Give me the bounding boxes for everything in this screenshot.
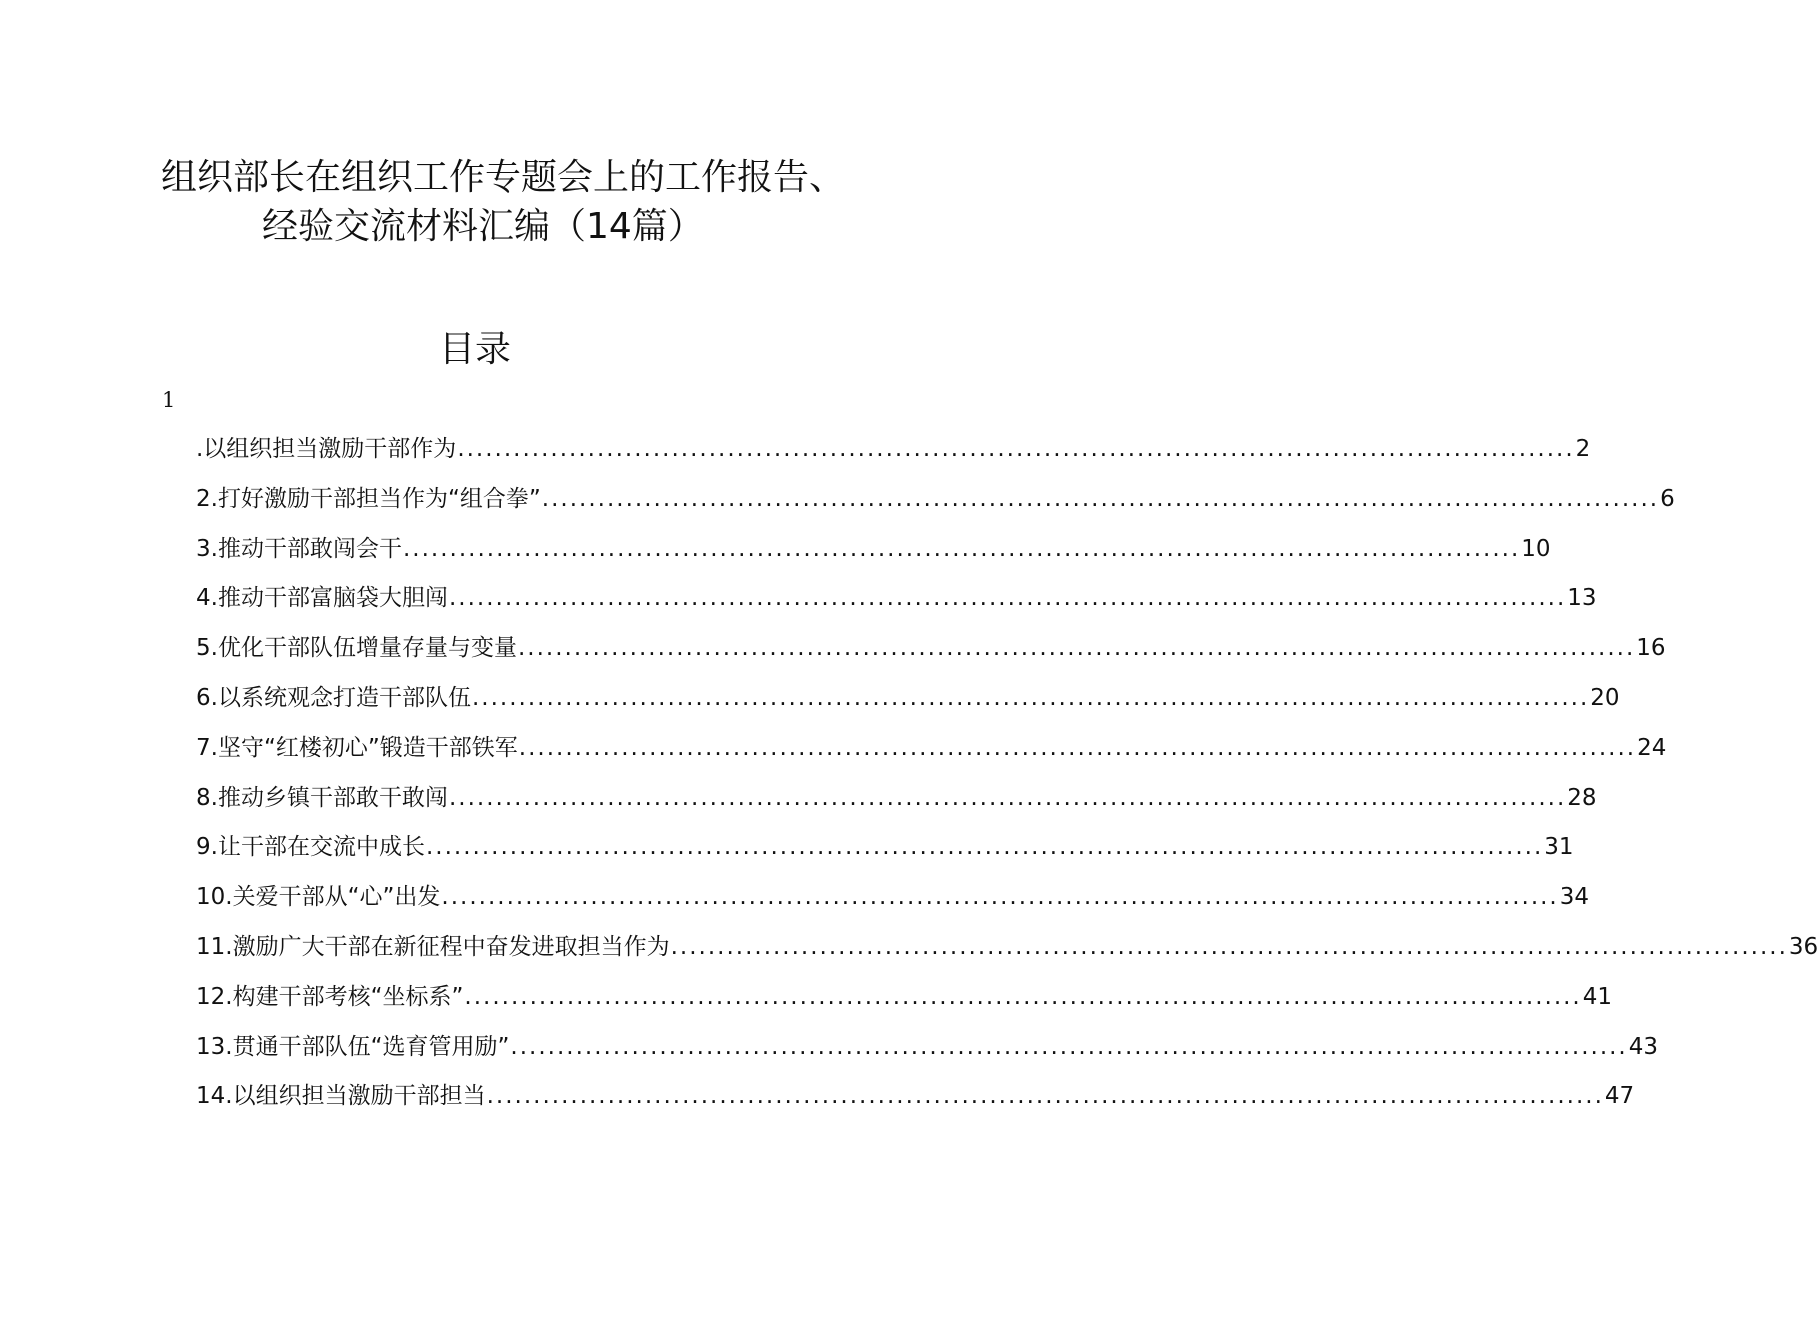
toc-entry-page: 31 — [1544, 834, 1574, 861]
table-of-contents — [196, 430, 1818, 1127]
toc-dot-leader: ........................................................................................................................ — [448, 585, 1567, 612]
toc-heading: 目录 — [438, 329, 511, 370]
toc-entry-title: 14.以组织担当激励干部担当 — [196, 1083, 486, 1110]
toc-entry-title: .以组织担当激励干部作为 — [196, 436, 457, 462]
toc-entry-title: 12.构建干部考核“坐标系” — [196, 983, 464, 1010]
toc-dot-leader: ........................................................................................................................ — [402, 535, 1521, 562]
toc-entry-title: 11.激励广大干部在新征程中奋发进取担当作为 — [196, 933, 670, 960]
stray-page-number: 1 — [162, 388, 176, 412]
toc-entry[interactable] — [196, 729, 1667, 779]
toc-entry-page: 47 — [1604, 1083, 1635, 1110]
toc-entry[interactable] — [196, 629, 1666, 679]
toc-entry-title: 6.以系统观念打造干部队伍 — [196, 684, 471, 711]
toc-entry-page: 6 — [1660, 485, 1675, 512]
toc-dot-leader: ........................................................................................................................ — [425, 834, 1544, 861]
toc-entry-page: 2 — [1575, 436, 1591, 462]
toc-entry-title: 3.推动干部敢闯会干 — [196, 535, 402, 562]
toc-entry-title: 4.推动干部富脑袋大胆闯 — [196, 585, 448, 612]
toc-entry-title: 5.优化干部队伍增量存量与变量 — [196, 635, 517, 662]
toc-entry[interactable] — [196, 1028, 1659, 1078]
toc-dot-leader: ........................................................................................................................ — [517, 635, 1636, 662]
toc-dot-leader: ........................................................................................................................ — [541, 485, 1660, 512]
toc-entry-page: 24 — [1637, 734, 1667, 761]
toc-entry-page: 41 — [1582, 983, 1613, 1010]
toc-entry-page: 36 — [1788, 933, 1818, 960]
toc-entry[interactable] — [196, 430, 1591, 480]
toc-entry-title: 7.坚守“红楼初心”锻造干部铁军 — [196, 734, 518, 761]
toc-entry-title: 13.贯通干部队伍“选育管用励” — [196, 1033, 510, 1060]
toc-entry[interactable] — [196, 878, 1590, 928]
toc-dot-leader: ........................................................................................................................ — [510, 1033, 1628, 1060]
toc-entry[interactable] — [196, 579, 1597, 629]
toc-entry-page: 43 — [1628, 1033, 1659, 1060]
toc-entry-page: 10 — [1521, 535, 1551, 562]
toc-entry-page: 13 — [1567, 585, 1597, 612]
toc-dot-leader: ........................................................................................................................ — [486, 1083, 1604, 1110]
toc-entry[interactable] — [196, 530, 1551, 580]
toc-dot-leader: ........................................................................................................................ — [448, 784, 1567, 811]
toc-entry[interactable] — [196, 1077, 1635, 1127]
toc-entry-title: 2.打好激励干部担当作为“组合拳” — [196, 485, 541, 512]
toc-entry-page: 16 — [1636, 635, 1666, 662]
toc-entry-page: 34 — [1559, 884, 1590, 911]
toc-dot-leader: ........................................................................................................................ — [518, 734, 1637, 761]
toc-entry[interactable] — [196, 928, 1818, 978]
toc-entry-title: 8.推动乡镇干部敢干敢闯 — [196, 784, 448, 811]
toc-entry-page: 20 — [1590, 684, 1620, 711]
toc-dot-leader: ........................................................................................................................ — [441, 884, 1559, 911]
toc-dot-leader: ........................................................................................................................ — [670, 933, 1788, 960]
toc-entry[interactable] — [196, 480, 1675, 530]
toc-entry-page: 28 — [1567, 784, 1597, 811]
toc-dot-leader: ........................................................................................................................ — [464, 983, 1582, 1010]
toc-entry-title: 9.让干部在交流中成长 — [196, 834, 425, 861]
toc-dot-leader: ........................................................................................................................ — [457, 436, 1575, 462]
document-title-line-2: 经验交流材料汇编（14篇） — [262, 206, 704, 247]
document-title-line-1: 组织部长在组织工作专题会上的工作报告、 — [161, 157, 846, 198]
toc-entry[interactable] — [196, 828, 1574, 878]
toc-entry[interactable] — [196, 779, 1597, 829]
toc-dot-leader: ........................................................................................................................ — [471, 684, 1590, 711]
toc-entry[interactable] — [196, 679, 1620, 729]
toc-entry[interactable] — [196, 978, 1613, 1028]
toc-entry-title: 10.关爱干部从“心”出发 — [196, 884, 441, 911]
